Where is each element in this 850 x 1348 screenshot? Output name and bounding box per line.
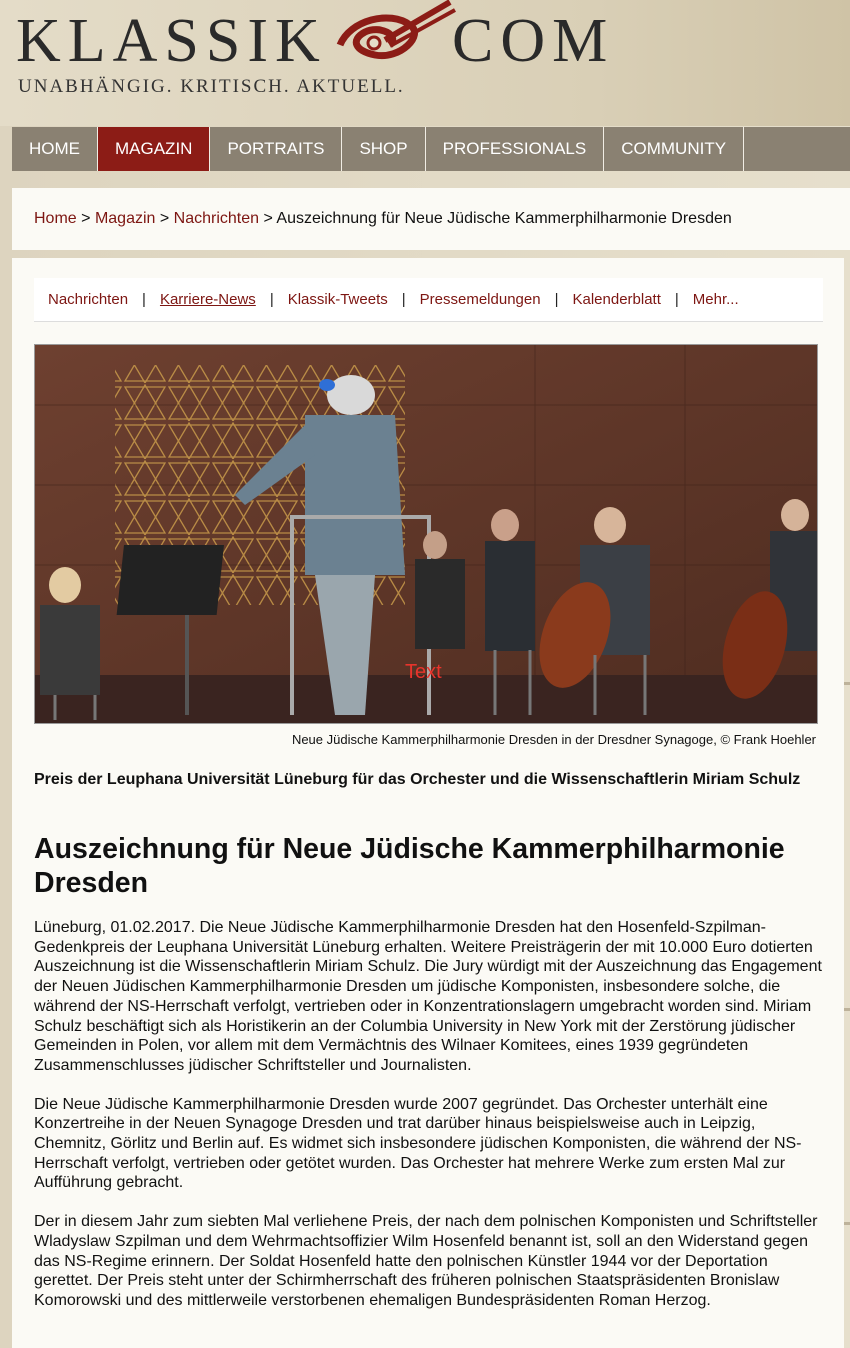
subnav-separator: | [674,291,679,308]
nav-portraits[interactable]: PORTRAITS [210,127,342,171]
logo-swoosh-icon[interactable] [330,0,460,70]
site-header [0,0,850,126]
tagline: UNABHÄNGIG. KRITISCH. AKTUELL. [18,76,405,97]
article-paragraph: Die Neue Jüdische Kammerphilharmonie Dresden wurde 2007 gegründet. Das Orchester unterhält eine Konzertreihe in der Neuen Synagoge Dresden und trat darüber hinaus beispielsweise auch in Leipzig, Chemnitz, Görlitz und Berlin auf. Es widmet sich insbesondere jüdischen Komponisten, die während der NS-Herrschaft verfolgt, vertrieben oder getötet wurden. Das Orchester hat mehrere Werke zum ersten Mal zur Aufführung gebracht. [34,1095,802,1192]
breadcrumb-separator: > [81,210,91,227]
logo-text-com[interactable]: COM [452,7,615,75]
subnav-mehr[interactable]: Mehr... [692,291,739,308]
nav-home[interactable]: HOME [12,127,98,171]
article-paragraph: Der in diesem Jahr zum siebten Mal verliehene Preis, der nach dem polnischen Komponisten und Schriftsteller Wladyslaw Szpilman und dem Wehrmachtsoffizier Wilm Hosenfeld benannt ist, soll an den Widerstand gegen das NS-Regime erinnern. Der Soldat Hosenfeld hatte den polnischen Künstler 1944 vor der Deportation gerettet. Der Preis steht unter der Schirmherrschaft des früheren polnischen Staatspräsidenten Bronislaw Komorowski und des mittlerweile verstorbenen ehemaligen Bundespräsidenten Roman Herzog. [34,1213,818,1309]
nav-magazin[interactable]: MAGAZIN [98,127,210,171]
logo-text-klassik[interactable]: KLASSIK [16,7,327,75]
article-subtitle: Preis der Leuphana Universität Lüneburg für das Orchester und die Wissenschaftlerin Miriam Schulz [34,771,801,788]
main-nav [12,127,850,171]
article-headline: Auszeichnung für Neue Jüdische Kammerphilharmonie Dresden [34,833,785,899]
subnav-separator: | [142,291,146,308]
breadcrumb-nachrichten[interactable]: Nachrichten [173,210,260,227]
breadcrumb-separator: > [263,210,273,227]
photo-caption: Neue Jüdische Kammerphilharmonie Dresden in der Dresdner Synagoge, © Frank Hoehler [291,732,816,747]
subnav-kalenderblatt[interactable]: Kalenderblatt [572,291,661,308]
article-body [34,918,824,1330]
breadcrumb [34,210,732,228]
nav-professionals[interactable]: PROFESSIONALS [426,127,605,171]
subnav-separator: | [401,291,406,308]
breadcrumb-magazin[interactable]: Magazin [94,210,156,227]
scroll-marker [844,1008,850,1011]
nav-shop[interactable]: SHOP [342,127,425,171]
breadcrumb-separator: > [159,210,170,227]
breadcrumb-box [12,188,850,250]
subnav-klassik-tweets[interactable]: Klassik-Tweets [287,291,388,308]
subnav-nachrichten[interactable]: Nachrichten [48,291,129,308]
article-photo[interactable] [34,344,818,724]
breadcrumb-current: Auszeichnung für Neue Jüdische Kammerphilharmonie Dresden [276,210,732,227]
subnav-pressemeldungen[interactable]: Pressemeldungen [419,291,541,308]
subnav-separator: | [554,291,559,308]
scroll-marker [844,682,850,685]
main-content [12,258,844,1348]
subnav-karriere-news[interactable]: Karriere-News [159,291,256,308]
nav-community[interactable]: COMMUNITY [604,127,744,171]
article-paragraph: Lüneburg, 01.02.2017. Die Neue Jüdische Kammerphilharmonie Dresden hat den Hosenfeld-Szpilman-Gedenkpreis der Leuphana Universität Lüneburg erhalten. Weitere Preisträgerin der mit 10.000 Euro dotierten Auszeichnung ist die Wissenschaftlerin Miriam Schulz. Die Jury würdigt mit der Auszeichnung das Engagement der Neuen Jüdischen Kammerphilharmonie Dresden um jüdische Komponisten, insbesondere solche, die während der NS-Herrschaft verfolgt, vertrieben oder in Konzentrationslagern umgebracht worden sind. Miriam Schulz beschäftigt sich als Horistikerin an der Columbia University in New York mit der Zerstörung jüdischer Gemeinden in Polen, vor allem mit dem Vermächtnis des Wilnaer Komitees, eines 1939 gegründeten Zusammenschlusses jüdischer Schriftsteller und Journalisten. [34,919,822,1074]
section-subnav [34,278,823,322]
scroll-marker [844,1222,850,1225]
subnav-separator: | [269,291,274,308]
breadcrumb-home[interactable]: Home [34,210,77,227]
photo-overlay-text: Text [405,661,442,683]
